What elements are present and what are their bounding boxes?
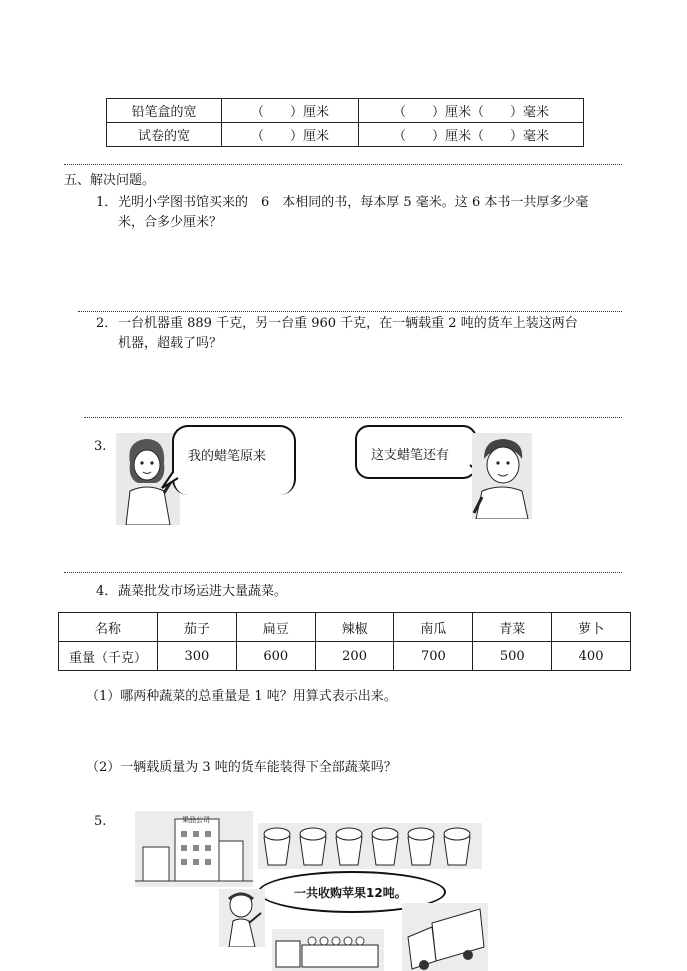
bubble-tail <box>160 470 180 490</box>
q2-line1: 一台机器重 889 千克，另一台重 960 千克，在一辆载重 2 吨的货车上装这两台 <box>118 316 578 331</box>
q5-number: 5. <box>94 814 107 829</box>
measure-table <box>106 98 584 147</box>
weight-label: 重量（千克） <box>59 642 158 671</box>
section-title: 五、解决问题。 <box>64 173 156 188</box>
divider <box>64 572 622 573</box>
header-cell: 扁豆 <box>236 613 315 642</box>
divider <box>84 417 622 418</box>
weight-cell: 500 <box>473 642 552 671</box>
weight-cell: 300 <box>158 642 237 671</box>
boy-illustration <box>472 433 532 519</box>
weight-cell: 700 <box>394 642 473 671</box>
truck-with-apples-illustration <box>272 929 384 971</box>
header-cell: 南瓜 <box>394 613 473 642</box>
q2-number: 2． <box>96 316 118 331</box>
speech-bubble-left <box>172 425 296 495</box>
header-cell: 名称 <box>59 613 158 642</box>
q4-sub1: （1）哪两种蔬菜的总重量是 1 吨？用算式表示出来。 <box>86 689 397 704</box>
answer-cell[interactable]: （ ）厘米 <box>222 123 359 147</box>
weight-cell: 600 <box>236 642 315 671</box>
weight-cell: 400 <box>552 642 631 671</box>
company-sign: 果品公司 <box>182 816 210 824</box>
apple-baskets-illustration <box>258 823 482 869</box>
answer-cell[interactable]: （ ）厘米（ ）毫米 <box>359 99 584 123</box>
q4-number: 4． <box>96 584 118 599</box>
header-cell: 萝卜 <box>552 613 631 642</box>
q4-sub2: （2）一辆载质量为 3 吨的货车能装得下全部蔬菜吗？ <box>86 760 397 775</box>
row-label: 试卷的宽 <box>107 123 222 147</box>
speech-bubble-right <box>355 425 477 479</box>
vegetable-table <box>58 612 631 671</box>
header-cell: 辣椒 <box>315 613 394 642</box>
answer-cell[interactable]: （ ）厘米（ ）毫米 <box>359 123 584 147</box>
divider <box>78 311 622 312</box>
q2-line2: 机器，超载了吗？ <box>118 336 223 351</box>
header-cell: 青菜 <box>473 613 552 642</box>
bubble-text: 我的蜡笔原来 <box>188 449 267 464</box>
header-cell: 茄子 <box>158 613 237 642</box>
weight-cell: 200 <box>315 642 394 671</box>
bubble-text: 这支蜡笔还有 <box>371 448 450 463</box>
row-label: 铅笔盒的宽 <box>107 99 222 123</box>
q4-intro: 蔬菜批发市场运进大量蔬菜。 <box>118 584 288 599</box>
q1-line1: 光明小学图书馆买来的 6 本相同的书，每本厚 5 毫米。这 6 本书一共厚多少毫 <box>118 195 589 210</box>
q1-number: 1． <box>96 195 118 210</box>
answer-cell[interactable]: （ ）厘米 <box>222 99 359 123</box>
q3-number: 3. <box>94 439 107 454</box>
bubble-text: 一共收购苹果12吨。 <box>294 886 407 900</box>
girl-illustration <box>219 889 265 947</box>
box-truck-illustration <box>402 903 488 971</box>
q1-line2: 米，合多少厘米？ <box>118 215 223 230</box>
divider <box>64 164 622 165</box>
